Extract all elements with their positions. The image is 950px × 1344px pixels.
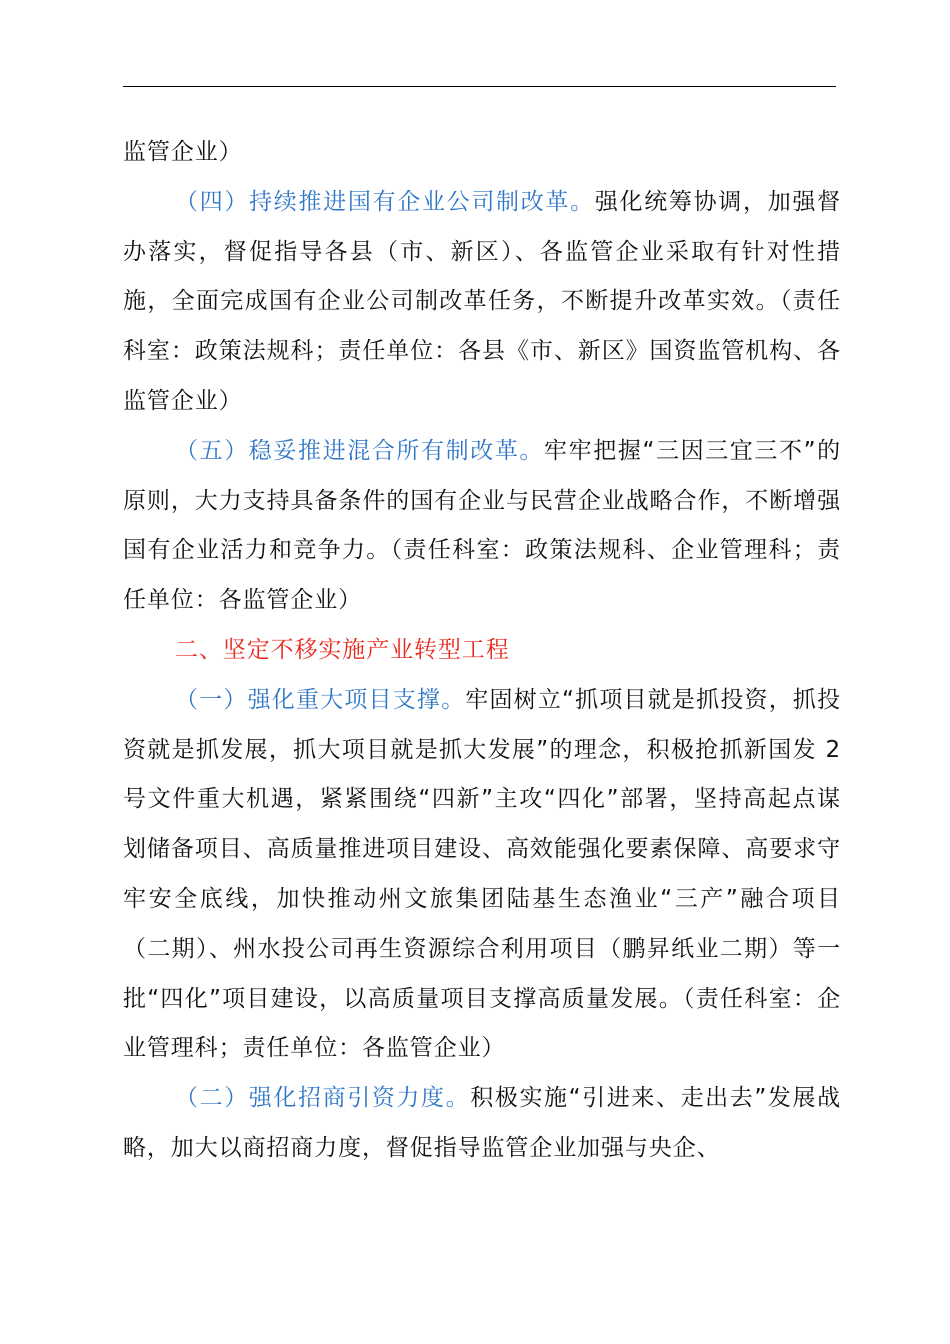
paragraph-text: 牢固树立“抓项目就是抓投资，抓投资就是抓发展，抓大项目就是抓大发展”的理念，积极抢抓新国发 2 号文件重大机遇，紧紧围绕“四新”主攻“四化”部署，坚持高起点谋划储备项目、高质量推进项目建设、高效能强化要素保障、高要求守牢安全底线，加快推动州文旅集团陆基生态渔业“三产”融合项目（二期）、州水投公司再生资源综合利用项目（鹏昇纸业二期）等一批“四化”项目建设，以高质量项目支撑高质量发展。（责任科室：企业管理科；责任单位：各监管企业） — [123, 686, 841, 1062]
paragraph-company-system-reform — [123, 178, 841, 427]
subheading-1: （一）强化重大项目支撑。 — [175, 686, 466, 713]
subheading-2: （二）强化招商引资力度。 — [175, 1085, 471, 1112]
paragraph-investment-promotion — [123, 1074, 841, 1174]
paragraph-major-projects — [123, 676, 841, 1074]
paragraph-mixed-ownership-reform — [123, 427, 841, 626]
document-body — [123, 128, 841, 1174]
header-rule — [123, 86, 836, 87]
paragraph-text: 强化统筹协调，加强督办落实，督促指导各县（市、新区）、各监管企业采取有针对性措施，全面完成国有企业公司制改革任务，不断提升改革实效。（责任科室：政策法规科；责任单位：各县《市、新区》国资监管机构、各监管企业） — [123, 188, 841, 414]
paragraph-continuation — [123, 128, 841, 178]
subheading-4: （四）持续推进国有企业公司制改革。 — [175, 188, 595, 215]
section-heading-2: 二、坚定不移实施产业转型工程 — [175, 636, 510, 663]
subheading-5: （五）稳妥推进混合所有制改革。 — [175, 437, 545, 464]
paragraph-section-2 — [123, 626, 841, 676]
paragraph-text: 积极实施“引进来、走出去”发展战略，加大以商招商力度，督促指导监管企业加强与央企、 — [123, 1085, 841, 1161]
paragraph-text: 牢牢把握“三因三宜三不”的原则，大力支持具备条件的国有企业与民营企业战略合作，不断增强国有企业活力和竞争力。（责任科室：政策法规科、企业管理科；责任单位：各监管企业） — [123, 437, 842, 614]
paragraph-text: 监管企业） — [123, 139, 243, 165]
